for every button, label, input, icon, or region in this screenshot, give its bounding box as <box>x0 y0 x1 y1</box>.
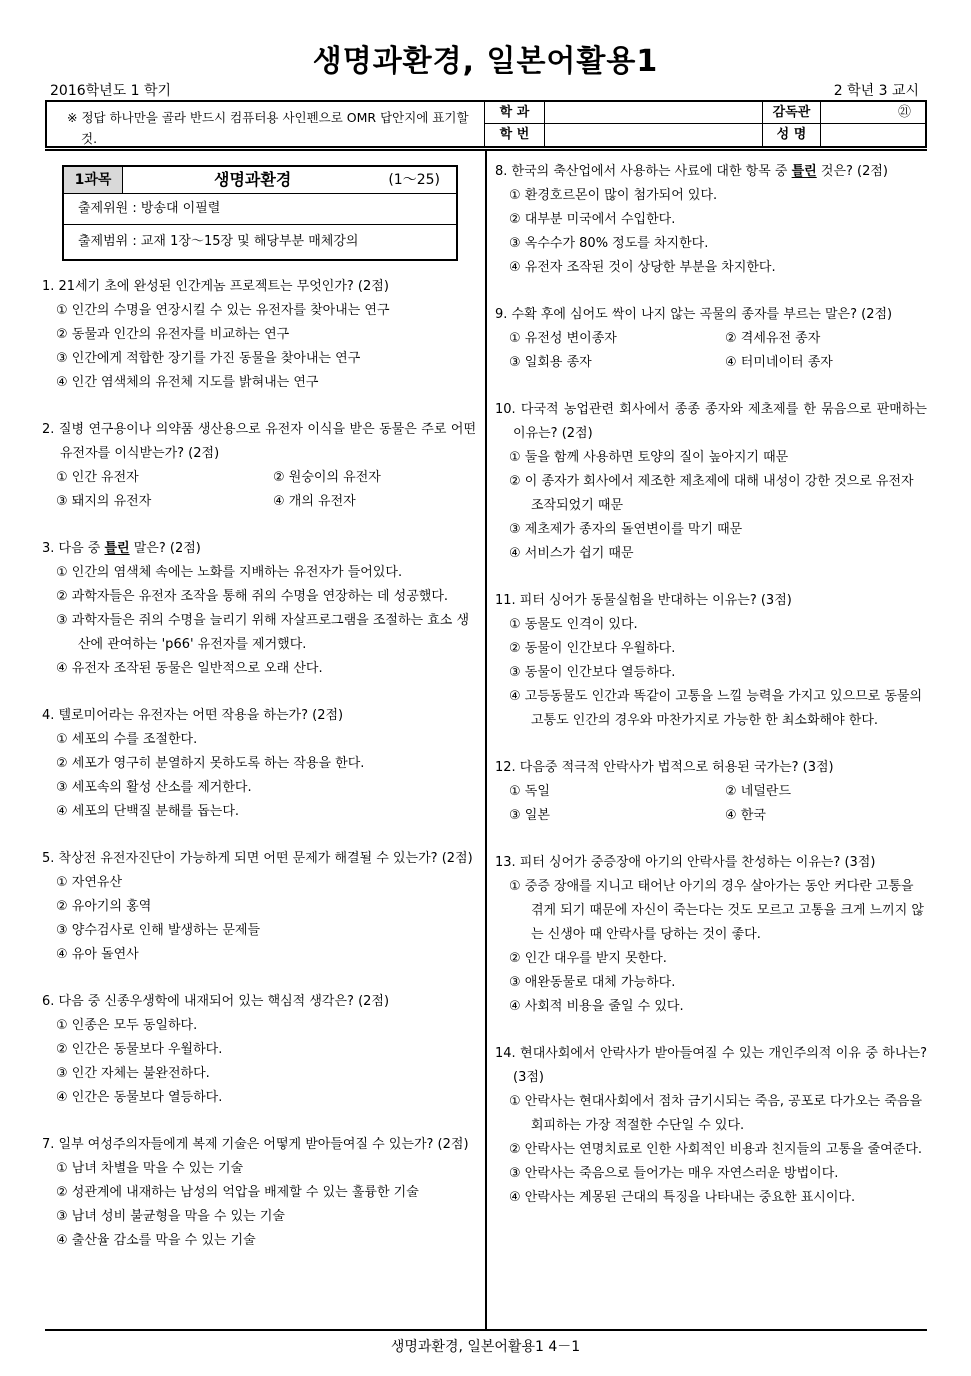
answer-option: ④ 터미네이터 종자 <box>725 355 833 370</box>
question-stem: 9. 수확 후에 심어도 싹이 나지 않는 곡물의 종자를 부르는 말은? (2점) <box>495 307 893 322</box>
left-column <box>42 165 476 1276</box>
supervisor-seal: ㉑ <box>820 102 925 124</box>
answer-option: ② 과학자들은 유전자 조작을 통해 쥐의 수명을 연장하는 데 성공했다. <box>56 589 449 604</box>
answer-option: ① 세포의 수를 조절한다. <box>56 732 198 747</box>
subject-examiner: 출제위원 : 방송대 이필렬 <box>64 194 456 225</box>
answer-option: ③ 과학자들은 쥐의 수명을 늘리기 위해 자살프로그램을 조절하는 효소 생산에 관여하는 'p66' 유전자를 제거했다. <box>56 613 470 652</box>
answer-option: ③ 남녀 성비 불균형을 막을 수 있는 기술 <box>56 1209 285 1224</box>
answer-option: ④ 인간 염색체의 유전체 지도를 밝혀내는 연구 <box>56 375 319 390</box>
question <box>42 704 476 824</box>
question-stem <box>495 160 927 184</box>
subject-number: 1과목 <box>64 167 123 193</box>
answer-option: ③ 돼지의 유전자 <box>56 494 152 509</box>
question <box>42 1133 476 1253</box>
answer-option: ① 자연유산 <box>56 875 123 890</box>
answer-option: ③ 양수검사로 인해 발생하는 문제들 <box>56 923 260 938</box>
answer-option: ④ 인간은 동물보다 열등하다. <box>56 1090 223 1105</box>
answer-option: ② 격세유전 종자 <box>725 331 821 346</box>
answer-option: ② 동물과 인간의 유전자를 비교하는 연구 <box>56 327 290 342</box>
supervisor-label: 감독관 <box>762 102 820 124</box>
answer-option: ① 둘을 함께 사용하면 토양의 질이 높아지기 때문 <box>509 450 789 465</box>
question-stem: 13. 피터 싱어가 중증장애 아기의 안락사를 찬성하는 이유는? (3점) <box>495 855 876 870</box>
question-stem: 12. 다음중 적극적 안락사가 법적으로 허용된 국가는? (3점) <box>495 760 834 775</box>
answer-option: ④ 유전자 조작된 것이 상당한 부분을 차지한다. <box>509 260 776 275</box>
stem-text: 8. 한국의 축산업에서 사용하는 사료에 대한 항목 중 <box>495 164 792 179</box>
answer-option: ① 환경호르몬이 많이 첨가되어 있다. <box>509 188 718 203</box>
subject-box <box>62 165 458 261</box>
answer-option: ② 이 종자가 회사에서 제조한 제초제에 대해 내성이 강한 것으로 유전자 조작되었기 때문 <box>509 474 914 513</box>
student-no-label: 학 번 <box>484 124 544 146</box>
emphasis-word: 틀린 <box>104 541 130 556</box>
answer-option: ④ 출산율 감소를 막을 수 있는 기술 <box>56 1233 256 1248</box>
answer-option: ④ 개의 유전자 <box>273 494 356 509</box>
answer-option: ① 안락사는 현대사회에서 점차 금기시되는 죽음, 공포로 다가오는 죽음을 회피하는 가장 적절한 수단일 수 있다. <box>509 1094 923 1133</box>
question-stem: 11. 피터 싱어가 동물실험을 반대하는 이유는? (3점) <box>495 593 792 608</box>
answer-option: ② 대부분 미국에서 수입한다. <box>509 212 676 227</box>
question <box>495 303 927 375</box>
dept-label: 학 과 <box>484 102 544 124</box>
instruction-note: ※ 정답 하나만을 골라 반드시 컴퓨터용 사인펜으로 OMR 답안지에 표기할 것. <box>67 110 469 146</box>
option-row <box>495 351 927 375</box>
stem-text: 말은? (2점) <box>129 541 201 556</box>
answer-option: ④ 고등동물도 인간과 똑같이 고통을 느낄 능력을 가지고 있으므로 동물의 고통도 인간의 경우와 마찬가지로 가능한 한 최소화해야 한다. <box>509 689 923 728</box>
stem-text: 3. 다음 중 <box>42 541 105 556</box>
answer-option: ④ 유아 돌연사 <box>56 947 139 962</box>
subject-range: (1～25) <box>388 172 440 188</box>
question <box>42 537 476 681</box>
column-divider <box>485 150 487 1330</box>
answer-option: ③ 인간에게 적합한 장기를 가진 동물을 찾아내는 연구 <box>56 351 361 366</box>
question-stem: 14. 현대사회에서 안락사가 받아들여질 수 있는 개인주의적 이유 중 하나는? (3점) <box>495 1046 927 1085</box>
grade-period-label: 2 학년 3 교시 <box>833 83 919 99</box>
answer-option: ④ 사회적 비용을 줄일 수 있다. <box>509 999 684 1014</box>
question-stem: 4. 텔로미어라는 유전자는 어떤 작용을 하는가? (2점) <box>42 708 344 723</box>
answer-option: ④ 유전자 조작된 동물은 일반적으로 오래 산다. <box>56 661 323 676</box>
answer-option: ④ 한국 <box>725 808 766 823</box>
answer-option: ① 인간의 수명을 연장시킬 수 있는 유전자를 찾아내는 연구 <box>56 303 390 318</box>
student-no-field[interactable] <box>544 124 762 146</box>
answer-option: ④ 서비스가 쉽기 때문 <box>509 546 634 561</box>
question-stem: 10. 다국적 농업관련 회사에서 종종 종자와 제초제를 한 묶음으로 판매하는 이유는? (2점) <box>495 402 927 441</box>
question <box>42 847 476 967</box>
question <box>495 1042 927 1210</box>
question-stem: 2. 질병 연구용이나 의약품 생산용으로 유전자 이식을 받은 동물은 주로 어떤 유전자를 이식받는가? (2점) <box>42 422 476 461</box>
answer-option: ② 성관계에 내재하는 남성의 억압을 배제할 수 있는 훌륭한 기술 <box>56 1185 419 1200</box>
answer-option: ① 남녀 차별을 막을 수 있는 기술 <box>56 1161 244 1176</box>
answer-option: ② 세포가 영구히 분열하지 못하도록 하는 작용을 한다. <box>56 756 365 771</box>
answer-option: ③ 제초제가 종자의 돌연변이를 막기 때문 <box>509 522 743 537</box>
question <box>42 418 476 514</box>
question-stem: 6. 다음 중 신종우생학에 내재되어 있는 핵심적 생각은? (2점) <box>42 994 390 1009</box>
question-list-right <box>495 160 927 1210</box>
stem-text: 것은? (2점) <box>816 164 889 179</box>
answer-option: ④ 안락사는 계몽된 근대의 특징을 나타내는 중요한 표시이다. <box>509 1190 856 1205</box>
answer-option: ② 동물이 인간보다 우월하다. <box>509 641 676 656</box>
answer-option: ③ 일회용 종자 <box>509 355 592 370</box>
answer-option: ② 유아기의 홍역 <box>56 899 152 914</box>
question <box>495 160 927 280</box>
question-stem: 1. 21세기 초에 완성된 인간게놈 프로젝트는 무엇인가? (2점) <box>42 279 389 294</box>
question-list-left <box>42 275 476 1253</box>
subject-name: 생명과환경 <box>214 170 292 189</box>
dept-field[interactable] <box>544 102 762 124</box>
question-stem <box>42 537 476 561</box>
question <box>495 851 927 1019</box>
exam-title: 생명과환경, 일본어활용1 <box>312 44 659 79</box>
question <box>495 398 927 566</box>
page-footer: 생명과환경, 일본어활용1 4－1 <box>390 1339 581 1355</box>
instruction-box <box>45 100 927 148</box>
answer-option: ③ 애완동물로 대체 가능하다. <box>509 975 676 990</box>
answer-option: ③ 인간 자체는 불완전하다. <box>56 1066 210 1081</box>
subject-scope: 출제범위 : 교재 1장～15장 및 해당부분 매체강의 <box>78 234 359 249</box>
answer-option: ③ 안락사는 죽음으로 들어가는 매우 자연스러운 방법이다. <box>509 1166 839 1181</box>
answer-option: ① 인간 유전자 <box>56 470 139 485</box>
question <box>42 990 476 1110</box>
answer-option: ③ 세포속의 활성 산소를 제거한다. <box>56 780 252 795</box>
question <box>42 275 476 395</box>
option-row <box>495 780 927 804</box>
name-field[interactable] <box>820 124 925 146</box>
answer-option: ① 중증 장애를 지니고 태어난 아기의 경우 살아가는 동안 커다란 고통을 겪게 되기 때문에 자신이 죽는다는 것도 모르고 고통을 크게 느끼지 않는 신생아 때 안락사를 당하는 것이 좋다. <box>509 879 924 942</box>
answer-option: ① 유전성 변이종자 <box>509 331 617 346</box>
name-label: 성 명 <box>762 124 820 146</box>
footer-rule <box>45 1329 927 1331</box>
answer-option: ① 동물도 인격이 있다. <box>509 617 638 632</box>
answer-option: ① 인종은 모두 동일하다. <box>56 1018 198 1033</box>
answer-option: ② 안락사는 연명치료로 인한 사회적인 비용과 친지들의 고통을 줄여준다. <box>509 1142 923 1157</box>
semester-label: 2016학년도 1 학기 <box>50 83 172 99</box>
answer-option: ① 독일 <box>509 784 550 799</box>
answer-option: ④ 세포의 단백질 분해를 돕는다. <box>56 804 240 819</box>
answer-option: ① 인간의 염색체 속에는 노화를 지배하는 유전자가 들어있다. <box>56 565 403 580</box>
option-row <box>42 466 476 490</box>
question-stem: 5. 착상전 유전자진단이 가능하게 되면 어떤 문제가 해결될 수 있는가? (2점) <box>42 851 473 866</box>
answer-option: ③ 옥수수가 80% 정도를 차지한다. <box>509 236 709 251</box>
answer-option: ② 인간 대우를 받지 못한다. <box>509 951 667 966</box>
right-column <box>495 160 927 1233</box>
answer-option: ② 인간은 동물보다 우월하다. <box>56 1042 223 1057</box>
answer-option: ② 원숭이의 유전자 <box>273 470 381 485</box>
question <box>495 756 927 828</box>
answer-option: ③ 동물이 인간보다 열등하다. <box>509 665 676 680</box>
emphasis-word: 틀린 <box>791 164 817 179</box>
question-stem: 7. 일부 여성주의자들에게 복제 기술은 어떻게 받아들여질 수 있는가? (2점) <box>42 1137 469 1152</box>
option-row <box>495 327 927 351</box>
option-row <box>495 804 927 828</box>
question <box>495 589 927 733</box>
answer-option: ③ 일본 <box>509 808 550 823</box>
option-row <box>42 490 476 514</box>
answer-option: ② 네덜란드 <box>725 784 792 799</box>
